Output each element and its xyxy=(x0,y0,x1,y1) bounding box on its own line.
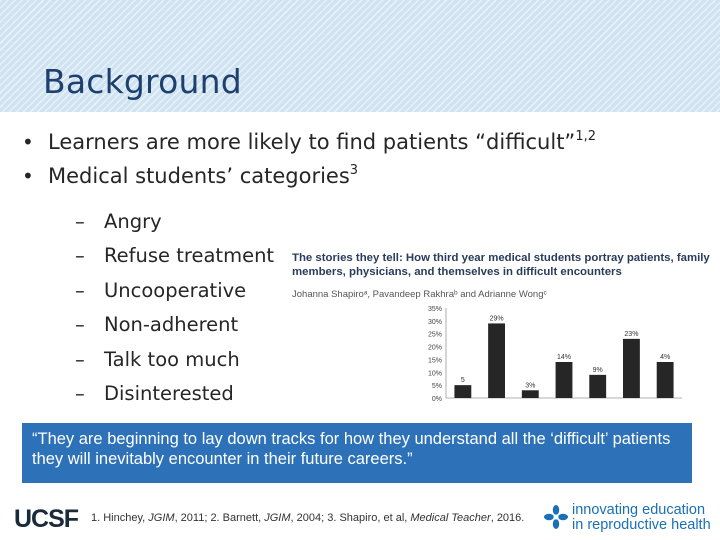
y-tick-label: 35% xyxy=(427,306,442,313)
bullet-marker: • xyxy=(22,164,34,188)
paper-authors: Johanna Shapiroᵃ, Pavandeep Rakhraᵇ and Adrianne Wongᶜ xyxy=(292,289,547,300)
bullet-item xyxy=(22,130,712,164)
reference-fragment: , 2016. xyxy=(490,512,525,524)
reference-fragment: JGIM xyxy=(264,512,291,524)
bullet-text: Medical students’ categories$^3$ xyxy=(48,163,359,188)
y-tick-label: 30% xyxy=(427,318,442,326)
bar-chart xyxy=(400,300,690,430)
bar xyxy=(522,390,539,398)
quote-text: “They are beginning to lay down tracks for how they understand all the ‘difficult’ patients they will inevitably encounter in their future careers.” xyxy=(32,430,671,468)
bar xyxy=(589,375,606,398)
reference-fragment: JGIM xyxy=(148,512,175,524)
bullet-list xyxy=(22,130,712,198)
bullet-item xyxy=(22,164,712,198)
quote-callout xyxy=(22,423,692,483)
reference-fragment: Medical Teacher xyxy=(410,512,491,524)
bar xyxy=(556,362,573,398)
bar-data-label: 9% xyxy=(592,366,603,374)
bar xyxy=(454,385,471,398)
bullet-marker: • xyxy=(22,130,34,154)
ucsf-logo: UCSF xyxy=(14,505,79,533)
paper-title: The stories they tell: How third year medical students portray patients, family members, physicians, and themselves in difficult encounters xyxy=(292,252,710,278)
brand-logo xyxy=(544,500,716,536)
y-tick-label: 5% xyxy=(431,383,442,391)
reference-fragment: 1. Hinchey, xyxy=(91,512,149,524)
brand-text: innovating education in reproductive health xyxy=(572,502,711,533)
bar-data-label: 5 xyxy=(460,377,465,385)
y-tick-label: 25% xyxy=(427,331,442,339)
y-tick-label: 15% xyxy=(427,357,442,365)
y-tick-label: 0% xyxy=(431,396,442,403)
bar-data-label: 23% xyxy=(624,330,639,338)
citation-superscript: 1,2 xyxy=(575,129,596,144)
bar-data-label: 14% xyxy=(556,354,572,361)
y-tick-label: 10% xyxy=(427,370,442,378)
bar xyxy=(657,362,674,398)
bar-data-label: 4% xyxy=(660,354,671,361)
bar xyxy=(488,323,505,398)
citation-superscript: 3 xyxy=(349,163,359,178)
bar-data-label: 3% xyxy=(525,382,536,390)
reference-fragment: , 2011; 2. Barnett, xyxy=(174,512,265,524)
bar xyxy=(623,339,640,398)
bar-data-label: 29% xyxy=(489,315,504,323)
slide-title: Background xyxy=(43,62,242,101)
y-tick-label: 20% xyxy=(427,344,442,352)
flower-icon xyxy=(544,504,568,530)
references xyxy=(91,512,524,524)
bullet-text: Learners are more likely to find patients “difficult”$^{1,2}$ xyxy=(48,129,596,154)
reference-fragment: , 2004; 3. Shapiro, et al, xyxy=(290,512,411,524)
